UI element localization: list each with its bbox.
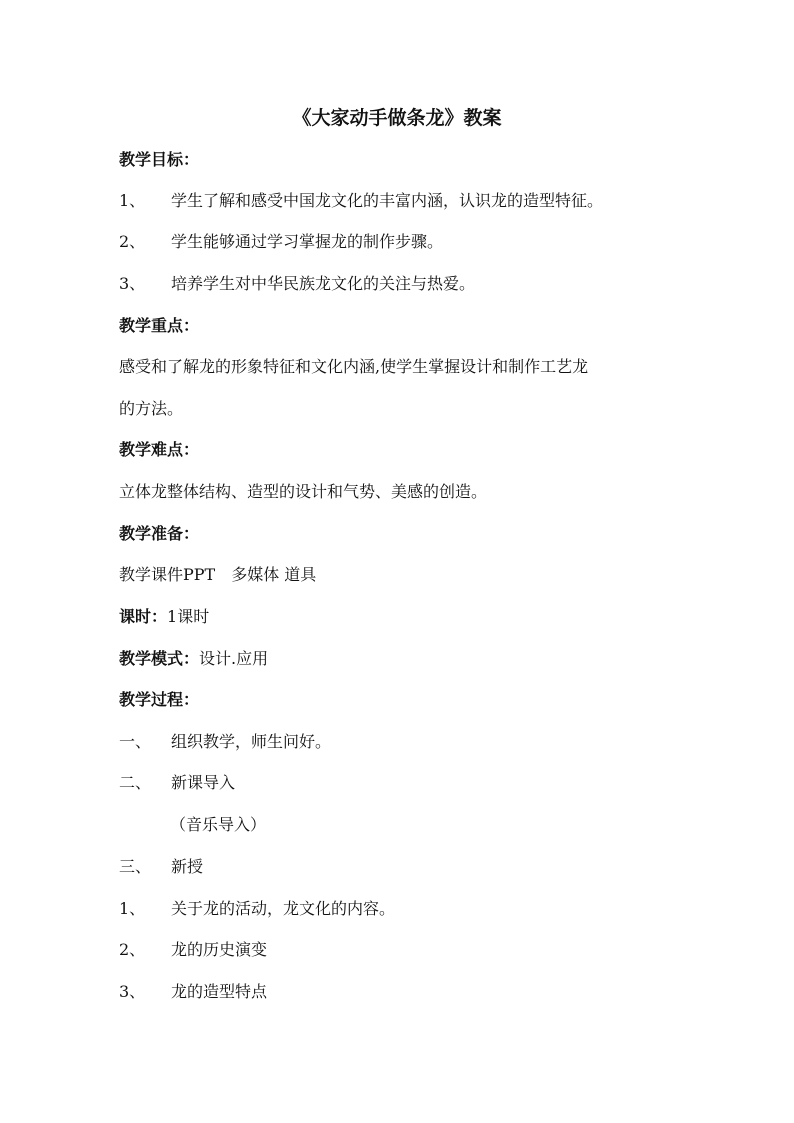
process-heading: 教学过程： (119, 690, 200, 709)
process-note: （音乐导入） (170, 815, 267, 834)
process-step-number: 二、 (119, 773, 152, 792)
class-hours-label: 课时： (119, 607, 168, 626)
process-sub-text: 关于龙的活动，龙文化的内容。 (171, 899, 396, 918)
objective-text: 培养学生对中华民族龙文化的关注与热爱。 (171, 274, 476, 293)
objective-item (119, 274, 475, 294)
key-points-heading: 教学重点： (119, 316, 200, 335)
process-sub-number: 2、 (119, 940, 146, 959)
objective-text: 学生能够通过学习掌握龙的制作步骤。 (171, 232, 444, 251)
process-step-text: 组织教学，师生问好。 (171, 732, 332, 751)
objective-number: 2、 (119, 232, 146, 251)
teaching-mode-value: 设计.应用 (199, 649, 269, 668)
process-sub-number: 1、 (119, 899, 146, 918)
process-sub-text: 龙的历史演变 (171, 940, 268, 959)
objective-text: 学生了解和感受中国龙文化的丰富内涵，认识龙的造型特征。 (171, 191, 604, 210)
key-points-text-line1: 感受和了解龙的形象特征和文化内涵,使学生掌握设计和制作工艺龙 (119, 357, 589, 376)
process-sub-number: 3、 (119, 982, 146, 1001)
difficulties-heading: 教学难点： (119, 440, 200, 459)
objective-number: 3、 (119, 274, 146, 293)
objectives-heading: 教学目标： (119, 150, 200, 169)
process-step-number: 一、 (119, 732, 152, 751)
process-step (119, 732, 331, 752)
class-hours (119, 607, 209, 627)
difficulties-text: 立体龙整体结构、造型的设计和气势、美感的创造。 (119, 482, 488, 501)
process-sub-text: 龙的造型特点 (171, 982, 268, 1001)
process-step-text: 新课导入 (171, 773, 236, 792)
document-title: 《大家动手做条龙》教案 (292, 107, 502, 129)
preparation-text: 教学课件PPT 多媒体 道具 (119, 565, 317, 584)
class-hours-value: 1课时 (167, 607, 210, 626)
objective-item (119, 232, 443, 252)
teaching-mode (119, 649, 268, 669)
process-step-text: 新授 (171, 857, 204, 876)
process-sub-item (119, 899, 395, 919)
key-points-text-line2: 的方法。 (119, 399, 184, 418)
process-step-number: 三、 (119, 857, 152, 876)
process-sub-item (119, 982, 267, 1002)
process-step (119, 857, 203, 877)
objective-number: 1、 (119, 191, 146, 210)
objective-item (119, 191, 603, 211)
process-sub-item (119, 940, 267, 960)
preparation-heading: 教学准备： (119, 524, 200, 543)
process-step (119, 773, 235, 793)
teaching-mode-label: 教学模式： (119, 649, 200, 668)
